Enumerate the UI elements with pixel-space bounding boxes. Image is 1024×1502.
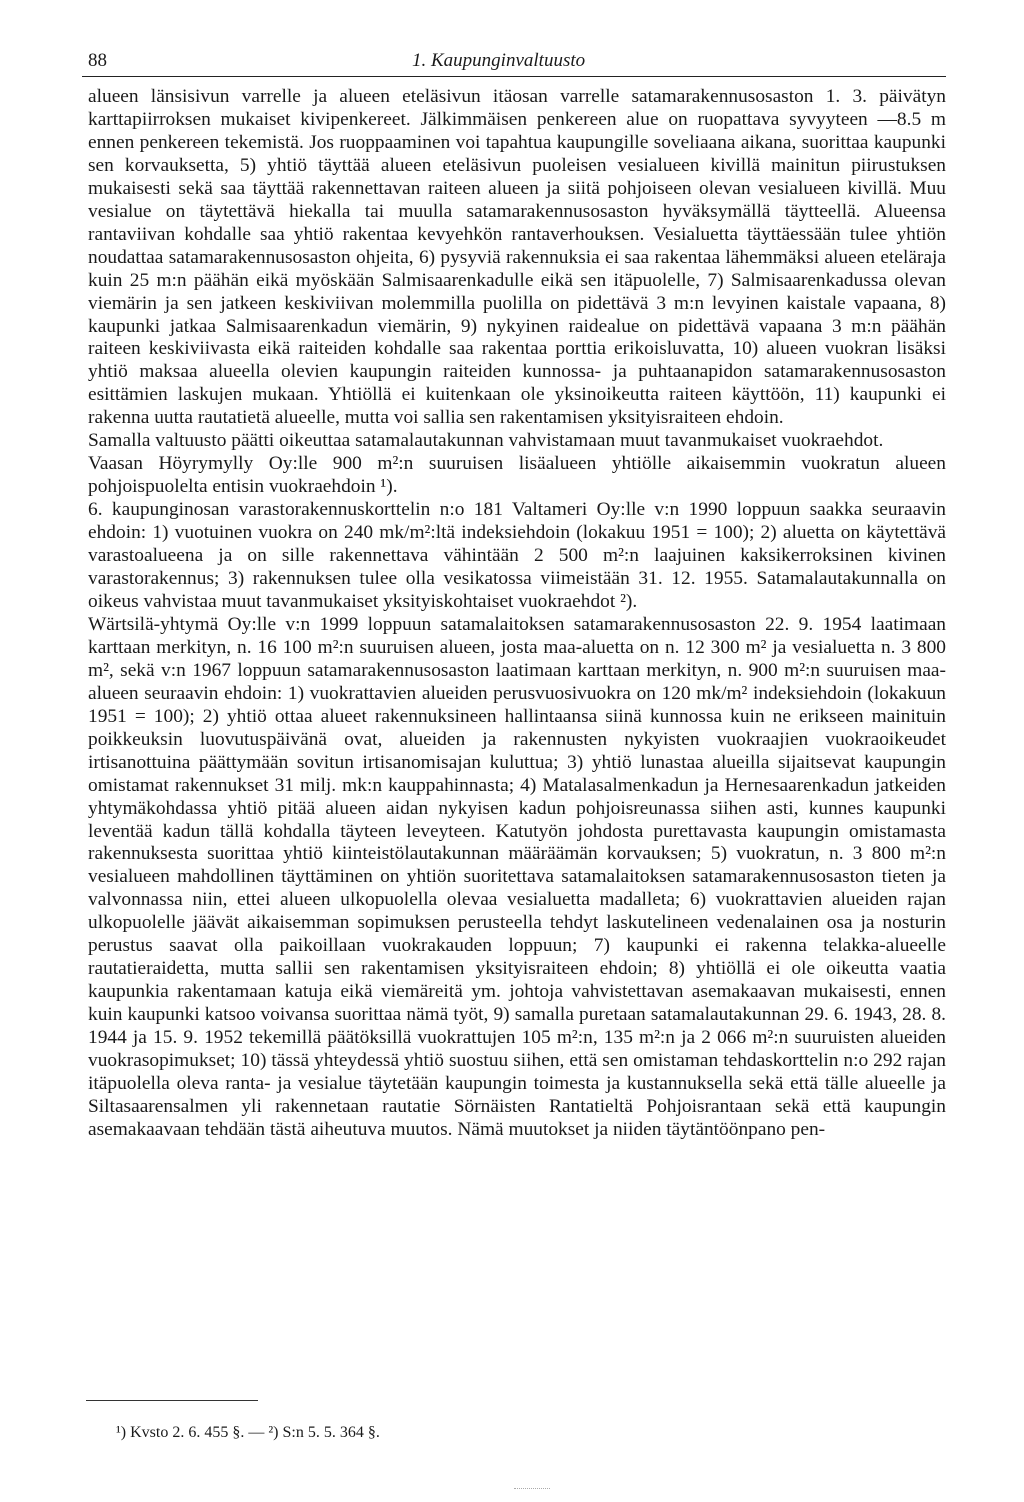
page-header: [82, 48, 946, 77]
paragraph: Wärtsilä-yhtymä Oy:lle v:n 1999 loppuun satamalaitoksen satamarakennusosaston 22. 9. 1954 laatimaan karttaan merkityn, n. 16 100 m²:n suuruisen alueen, josta maa-aluetta on n. 12 300 m² ja vesialuetta n. 3 800 m², sekä v:n 1967 loppuun satamarakennusosaston laatimaan karttaan merkityn, n. 900 m²:n suuruisen maa-alueen seuraavin ehdoin: 1) vuokrattavien alueiden perusvuosivuokra on 120 mk/m² indeksiehdoin (lokakuun 1951 = 100); 2) yhtiö ottaa alueet rakennuksineen hallintaansa siinä kunnossa kuin ne erikseen mainituin poikkeuksin luovutuspäivänä ovat, alueiden ja rakennusten nykyisten vuokraajien vuokraoikeudet irtisanottuina päättymään sovitun irtisanomisajan kuluttua; 3) yhtiö lunastaa alueilla sijaitsevat kaupungin omistamat rakennukset 31 milj. mk:n kauppahinnasta; 4) Matalasalmenkadun ja Hernesaarenkadun jatkeiden yhtymäkohdassa yhtiö pitää alueen aidan nykyisen kadun pohjoisreunassa siihen asti, kunnes kaupunki leventää kadun tällä kohdalla täyteen leveyteen. Katutyön johdosta purettavasta kaupungin omistamasta rakennuksesta suorittaa yhtiö kiinteistölautakunnan määräämän korvauksen; 5) vuokratun, n. 3 800 m²:n vesialueen mahdollinen täyttäminen on yhtiön suoritettava satamalaitoksen satamarakennusosaston tieten ja valvonnassa niin, ettei alueen ulkopuolella olevaa vesialuetta madalleta; 6) vuokrattavien alueiden rajan ulkopuolelle jäävät aikaisemman sopimuksen perusteella tehdyt laskutelineen vedenalainen osa ja nosturin perustus saavat olla paikoillaan vuokrakauden loppuun; 7) kaupunki ei rakenna telakka-alueelle rautatieraidetta, mutta sallii sen rakentamisen yksityisraiteen ehdoin; 8) yhtiöllä ei ole oikeutta vaatia kaupunkia rakentamaan katuja eikä viemäreitä ym. johtoja vahvistettavan asemakaavan mukaisesti, ennen kuin kaupunki katsoo voivansa suorittaa nämä työt, 9) samalla puretaan satamalautakunnan 29. 6. 1943, 28. 8. 1944 ja 15. 9. 1952 tekemillä päätöksillä vuokrattujen 105 m²:n, 135 m²:n ja 2 066 m²:n suuruisten alueiden vuokrasopimukset; 10) tässä yhteydessä yhtiö suostuu siihen, että sen omistaman tehdaskorttelin n:o 292 rajan itäpuolella oleva ranta- ja vesialue täytetään kaupungin toimesta ja kustannuksella sekä että tälle alueelle ja Siltasaarensalmen yli rakennetaan rautatie Sörnäisten Rantatieltä Pohjoisrantaan sekä että kaupungin asemakaavaan tehdään tästä aiheutuva muutos. Nämä muutokset ja niiden täytäntöönpano pen-: [88, 613, 946, 1140]
paragraph: 6. kaupunginosan varastorakennuskorttelin n:o 181 Valtameri Oy:lle v:n 1990 loppuun saakka seuraavin ehdoin: 1) vuotuinen vuokra on 240 mk/m²:ltä indeksiehdoin (lokakuu 1951 = 100); 2) aluetta on käytettävä varastoalueena ja on sille rakennettava vähintään 2 500 m²:n laajuinen kaksikerroksinen kivinen varastorakennus; 3) rakennuksen tulee olla vesikatossa viimeistään 31. 12. 1955. Satamalautakunnalla on oikeus vahvistaa muut tavanmukaiset yksityiskohtaiset vuokraehdot ²).: [88, 499, 946, 612]
footnotes: ¹) Kvsto 2. 6. 455 §. — ²) S:n 5. 5. 364 §.: [116, 1424, 380, 1441]
paragraph: Samalla valtuusto päätti oikeuttaa satamalautakunnan vahvistamaan muut tavanmukaiset vuokraehdot.: [88, 430, 884, 452]
body-text: [88, 86, 946, 1142]
footnote-divider: [86, 1400, 258, 1401]
page-number: 88: [88, 50, 107, 71]
paragraph: alueen länsisivun varrelle ja alueen eteläsivun itäosan varrelle satamarakennusosaston 1. 3. päivätyn karttapiirroksen mukaiset kivipenkereet. Jälkimmäisen penkereen alue on ruopattava syvyyteen —8.5 m ennen penkereen tekemistä. Jos ruoppaaminen voi tapahtua kaupungille soveliaana aikana, suorittaa kaupunki sen korvauksetta, 5) yhtiö täyttää alueen eteläsivun puoleisen vesialueen kivillä mainitun piirustuksen mukaisesti sekä saa täyttää rakennettavan raiteen alueen ja siitä pohjoiseen olevan vesialueen kivillä. Muu vesialue on täytettävä hiekalla tai muulla satamarakennusosaston hyväksymällä täytteellä. Alueensa rantaviivan kohdalle saa yhtiö rakentaa kevyehkön rantaverhouksen. Vesialuetta täyttäessään tulee yhtiön noudattaa satamarakennusosaston ohjeita, 6) pysyviä rakennuksia ei saa rakentaa lähemmäksi alueen eteläraja kuin 25 m:n päähän eikä myöskään Salmisaarenkadulle eikä sen itäpuolelle, 7) Salmisaarenkadussa olevan viemärin ja sen jatkeen keskiviivan molemmilla puolilla on pidettävä 3 m:n levyinen kaistale vapaana, 8) kaupunki jatkaa Salmisaarenkadun viemärin, 9) nykyinen raidealue on pidettävä vapaana 3 m:n päähän raiteen keskiviivasta eikä raiteiden kohdalle saa rakentaa porttia erikoisluvatta, 10) alueen vuokran lisäksi yhtiö maksaa alueella olevien kaupungin raiteiden kunnossa- ja puhtaanapidon satamarakennusosaston esittämien laskujen mukaan. Yhtiöllä ei kuitenkaan ole yksinoikeutta raiteen käyttöön, 11) kaupunki ei rakenna uutta rautatietä alueelle, mutta voi sallia sen rakentamisen yksityisraiteen ehdoin.: [88, 86, 946, 429]
scan-artifact: [514, 1488, 550, 1489]
running-title: 1. Kaupunginvaltuusto: [412, 50, 586, 71]
paragraph: Vaasan Höyrymylly Oy:lle 900 m²:n suuruisen lisäalueen yhtiölle aikaisemmin vuokratun alueen pohjoispuolelta entisin vuokraehdoin ¹).: [88, 453, 946, 498]
